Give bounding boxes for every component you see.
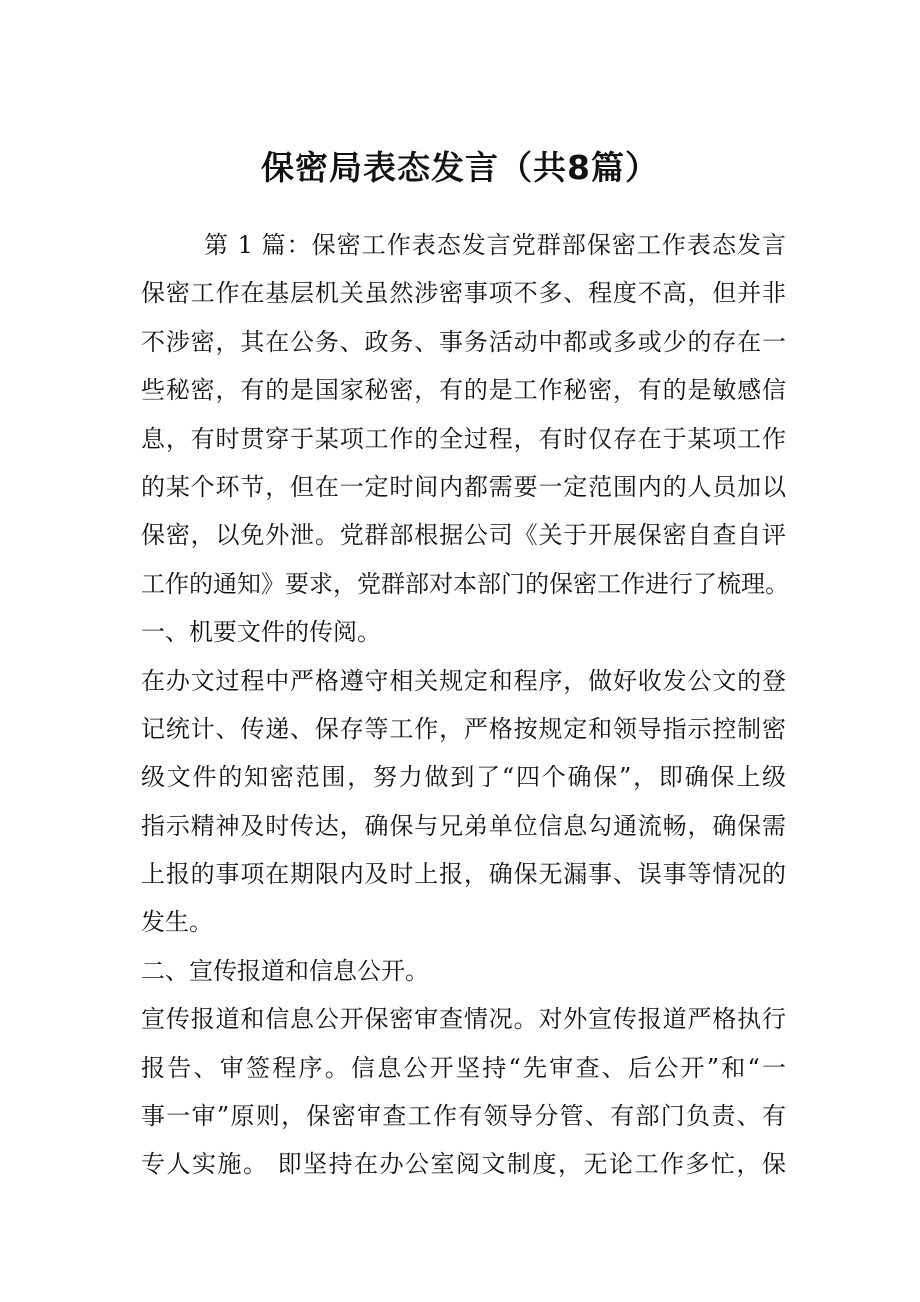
paragraph-line: 记统计、传递、保存等工作，严格按规定和领导指示控制密	[141, 714, 786, 743]
paragraph-line: 的某个环节，但在一定时间内都需要一定范围内的人员加以	[141, 472, 786, 501]
paragraph-line: 上报的事项在期限内及时上报，确保无漏事、误事等情况的	[141, 860, 786, 889]
section-heading: 二、宣传报道和信息公开。	[141, 956, 429, 985]
paragraph-line: 不涉密，其在公务、政务、事务活动中都或多或少的存在一	[141, 327, 786, 356]
paragraph-line: 指示精神及时传达，确保与兄弟单位信息勾通流畅，确保需	[141, 811, 786, 840]
paragraph-line: 事一审”原则，保密审查工作有领导分管、有部门负责、有	[141, 1102, 786, 1131]
paragraph-line: 第 1 篇：保密工作表态发言党群部保密工作表态发言	[204, 231, 786, 259]
paragraph-line: 息，有时贯穿于某项工作的全过程，有时仅存在于某项工作	[141, 424, 786, 453]
paragraph-line: 级文件的知密范围，努力做到了“四个确保”，即确保上级	[141, 763, 786, 792]
document-body	[141, 221, 789, 1189]
paragraph-line: 报告、审签程序。信息公开坚持“先审查、后公开”和“一	[141, 1053, 786, 1082]
paragraph-line: 专人实施。 即坚持在办公室阅文制度，无论工作多忙，保	[141, 1150, 786, 1179]
paragraph-line: 宣传报道和信息公开保密审查情况。对外宣传报道严格执行	[141, 1005, 786, 1034]
paragraph-line: 工作的通知》要求，党群部对本部门的保密工作进行了梳理。	[141, 569, 789, 598]
paragraph-line: 些秘密，有的是国家秘密，有的是工作秘密，有的是敏感信	[141, 376, 786, 405]
paragraph-line: 发生。	[141, 908, 213, 937]
section-heading: 一、机要文件的传阅。	[141, 618, 381, 647]
paragraph-line: 保密，以免外泄。党群部根据公司《关于开展保密自查自评	[141, 521, 786, 550]
paragraph-line: 保密工作在基层机关虽然涉密事项不多、程度不高，但并非	[141, 279, 786, 308]
paragraph-line: 在办文过程中严格遵守相关规定和程序，做好收发公文的登	[141, 666, 786, 695]
document-title: 保密局表态发言（共8篇）	[261, 148, 659, 187]
